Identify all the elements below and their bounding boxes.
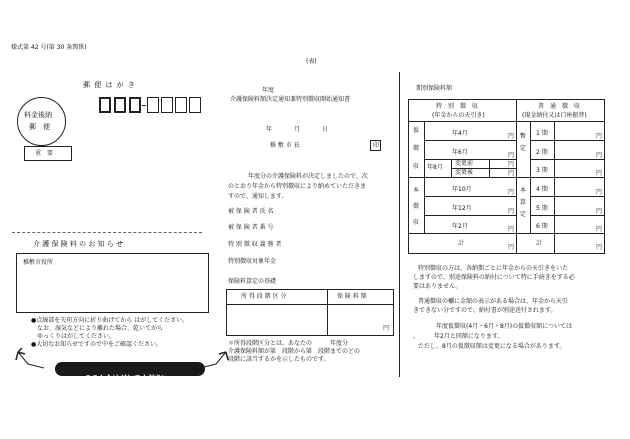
postal-code-box (189, 97, 201, 113)
row-apr-yen: 円 (508, 133, 515, 140)
row-oct: 年10月 (452, 186, 472, 193)
normal-final-char-3: 定 (520, 211, 527, 218)
notice-heading: 介 護 保 険 料 の お 知 ら せ (33, 240, 124, 248)
period-3-yen: 円 (596, 170, 603, 177)
instruction-4: ●大切なお知らせですので中をご確認ください。 (31, 341, 163, 348)
table-divider (227, 304, 393, 305)
stamp-line2: 郵 便 (29, 123, 50, 131)
footnote-3: 段階に該当するかを示したものです。 (228, 356, 330, 363)
postal-code-hyphen (142, 105, 146, 106)
normal-provisional-char-2: 定 (520, 145, 527, 152)
stamp-line1: 料金後納 (24, 111, 52, 119)
office-label: 稚敷市役所 (23, 259, 54, 266)
basis-label: 保険料算定の基礎 (228, 278, 277, 285)
schedule-divider (424, 215, 516, 216)
note-5: きできない分ですので、納付書が別途送付されます。 (413, 307, 557, 314)
side-label: (表) (306, 58, 317, 65)
note-3: 要はありません。 (413, 283, 462, 290)
form-number: 様式第 42 号(第 30 条関係) (11, 44, 87, 51)
period-4: 4 期 (536, 186, 548, 193)
schedule-divider (530, 140, 605, 141)
instruction-2: なお、湿気などにより離れた場合、乾いてから (31, 325, 164, 332)
special-total: 計 (458, 240, 465, 247)
instruction-1: ●点線部を矢印方向に折り曲げてから はがしてください。 (31, 317, 189, 324)
peel-banner[interactable] (55, 362, 205, 382)
body-line-3: すので、通知します。 (228, 193, 288, 200)
fold-arrow-left-icon (14, 346, 50, 372)
postal-code-box (161, 97, 173, 113)
aug-after: 変更後 (455, 169, 474, 176)
normal-final-char-1: 本 (520, 187, 527, 194)
normal-provisional-char-1: 暫 (520, 133, 527, 140)
period-2: 2 期 (536, 149, 548, 156)
normal-header: 普 通 徴 収 (538, 103, 581, 110)
date-month: 月 (294, 126, 301, 133)
instruction-3: ゆっくりはがしてください。 (31, 333, 115, 340)
normal-total: 計 (536, 240, 543, 247)
period-1-yen: 円 (596, 133, 603, 140)
body-line-2: のとおり年金から特別徴収により納めていただきま (228, 183, 367, 190)
period-6: 6 期 (536, 223, 548, 230)
col-amount-header: 保 険 料 額 (337, 293, 367, 300)
row-feb: 年2月 (452, 223, 468, 230)
postal-code-box (175, 97, 187, 113)
period-5: 5 期 (536, 205, 548, 212)
panel-divider (399, 72, 400, 377)
provisional-char-3: 収 (413, 163, 420, 170)
normal-sub: (現金納付又は口座振替) (522, 112, 587, 119)
footnote-2: 介護保険料額が第 段階から第 段階までのどの (228, 348, 361, 355)
aug-before: 変更前 (455, 160, 474, 167)
schedule-divider (424, 140, 516, 141)
footnote-1: ＊所得段階区分とは、あなたの 年度分 (228, 340, 349, 347)
body-line-1: 年度分の介護保険料が決定しましたので、次 (248, 173, 368, 180)
schedule-title: 期別保険料額 (416, 85, 453, 92)
amount-yen: 円 (383, 325, 390, 332)
special-total-yen: 円 (508, 244, 515, 251)
row-dec: 年12月 (452, 205, 472, 212)
address-window (16, 253, 209, 313)
important-label: 重 要 (35, 150, 54, 157)
row-feb-yen: 円 (508, 226, 515, 233)
normal-total-yen: 円 (596, 244, 603, 251)
final-char-1: 本 (413, 187, 420, 194)
row-jun: 年6月 (452, 149, 468, 156)
table-divider (327, 290, 328, 335)
schedule-divider (530, 159, 605, 160)
row-oct-yen: 円 (508, 189, 515, 196)
special-header: 特 別 徴 収 (436, 103, 479, 110)
note-1: 特別徴収の方は、各納期ごとに年金からの天引きをいた (418, 265, 569, 272)
period-4-yen: 円 (596, 189, 603, 196)
field-obligor: 特 別 徴 収 義 務 者 (228, 241, 282, 248)
schedule-divider (408, 233, 605, 234)
schedule-divider (530, 196, 605, 197)
notice-year: 年度 (262, 87, 275, 94)
important-label-box (24, 146, 72, 161)
provisional-char-2: 徴 (413, 145, 420, 152)
row-aug: 年8月 (427, 164, 443, 171)
row-apr: 年4月 (452, 130, 468, 137)
aug-before-yen: 円 (508, 161, 515, 168)
final-char-2: 徴 (413, 203, 420, 210)
postal-code-box (99, 97, 111, 113)
final-char-3: 収 (413, 219, 420, 226)
note-2: しますので、別途保険料の納付について特に手続きをする必 (413, 274, 575, 281)
special-sub: (年金からの天引き) (432, 112, 485, 119)
schedule-divider (424, 196, 516, 197)
field-pension: 特別徴収対象年金 (228, 258, 277, 265)
schedule-divider (516, 177, 605, 178)
notice-title: 介護保険料額決定通知兼特別徴収開始通知書 (230, 96, 351, 103)
field-insured-name: 被 保 険 者 氏 名 (228, 208, 274, 215)
aug-after-yen: 円 (508, 170, 515, 177)
row-jun-yen: 円 (508, 152, 515, 159)
seal-label: 印 (373, 142, 380, 149)
schedule-divider (408, 121, 605, 122)
note-7: 、 年2月と同額になります。 (413, 333, 504, 340)
fold-line (12, 232, 202, 233)
note-8: ただし、8月の仮徴収額は変更になる場合があります。 (418, 343, 566, 350)
note-6: 年度仮徴収(4月・6月・8月)の仮徴収額については (436, 323, 573, 330)
mayor-label: 稚 敷 市 長 (270, 142, 300, 149)
period-1: 1 期 (536, 130, 548, 137)
postage-stamp (17, 97, 66, 146)
date-year: 年 (266, 126, 273, 133)
provisional-char-1: 仮 (413, 127, 420, 134)
schedule-divider (408, 177, 516, 178)
period-2-yen: 円 (596, 152, 603, 159)
period-5-yen: 円 (596, 208, 603, 215)
note-4: 普通徴収の欄に金額の表示がある場合は、年金から天引 (418, 298, 569, 305)
schedule-divider (530, 215, 605, 216)
period-6-yen: 円 (596, 226, 603, 233)
seal-box (370, 140, 381, 151)
normal-final-char-2: 算 (520, 199, 527, 206)
schedule-divider (489, 159, 490, 177)
row-dec-yen: 円 (508, 208, 515, 215)
basis-table (226, 289, 394, 336)
postal-code-box (114, 97, 126, 113)
field-insured-number: 被 保 険 者 番 号 (228, 224, 274, 231)
postal-code-box (147, 97, 159, 113)
peel-banner-text: ここからはがしてください。 (84, 374, 176, 382)
postcard-title: 郵 便 は が き (83, 81, 136, 89)
col-income-header: 所 得 段 階 区 分 (241, 293, 287, 300)
postal-code-box (129, 97, 141, 113)
period-3: 3 期 (536, 167, 548, 174)
date-day: 日 (322, 126, 329, 133)
